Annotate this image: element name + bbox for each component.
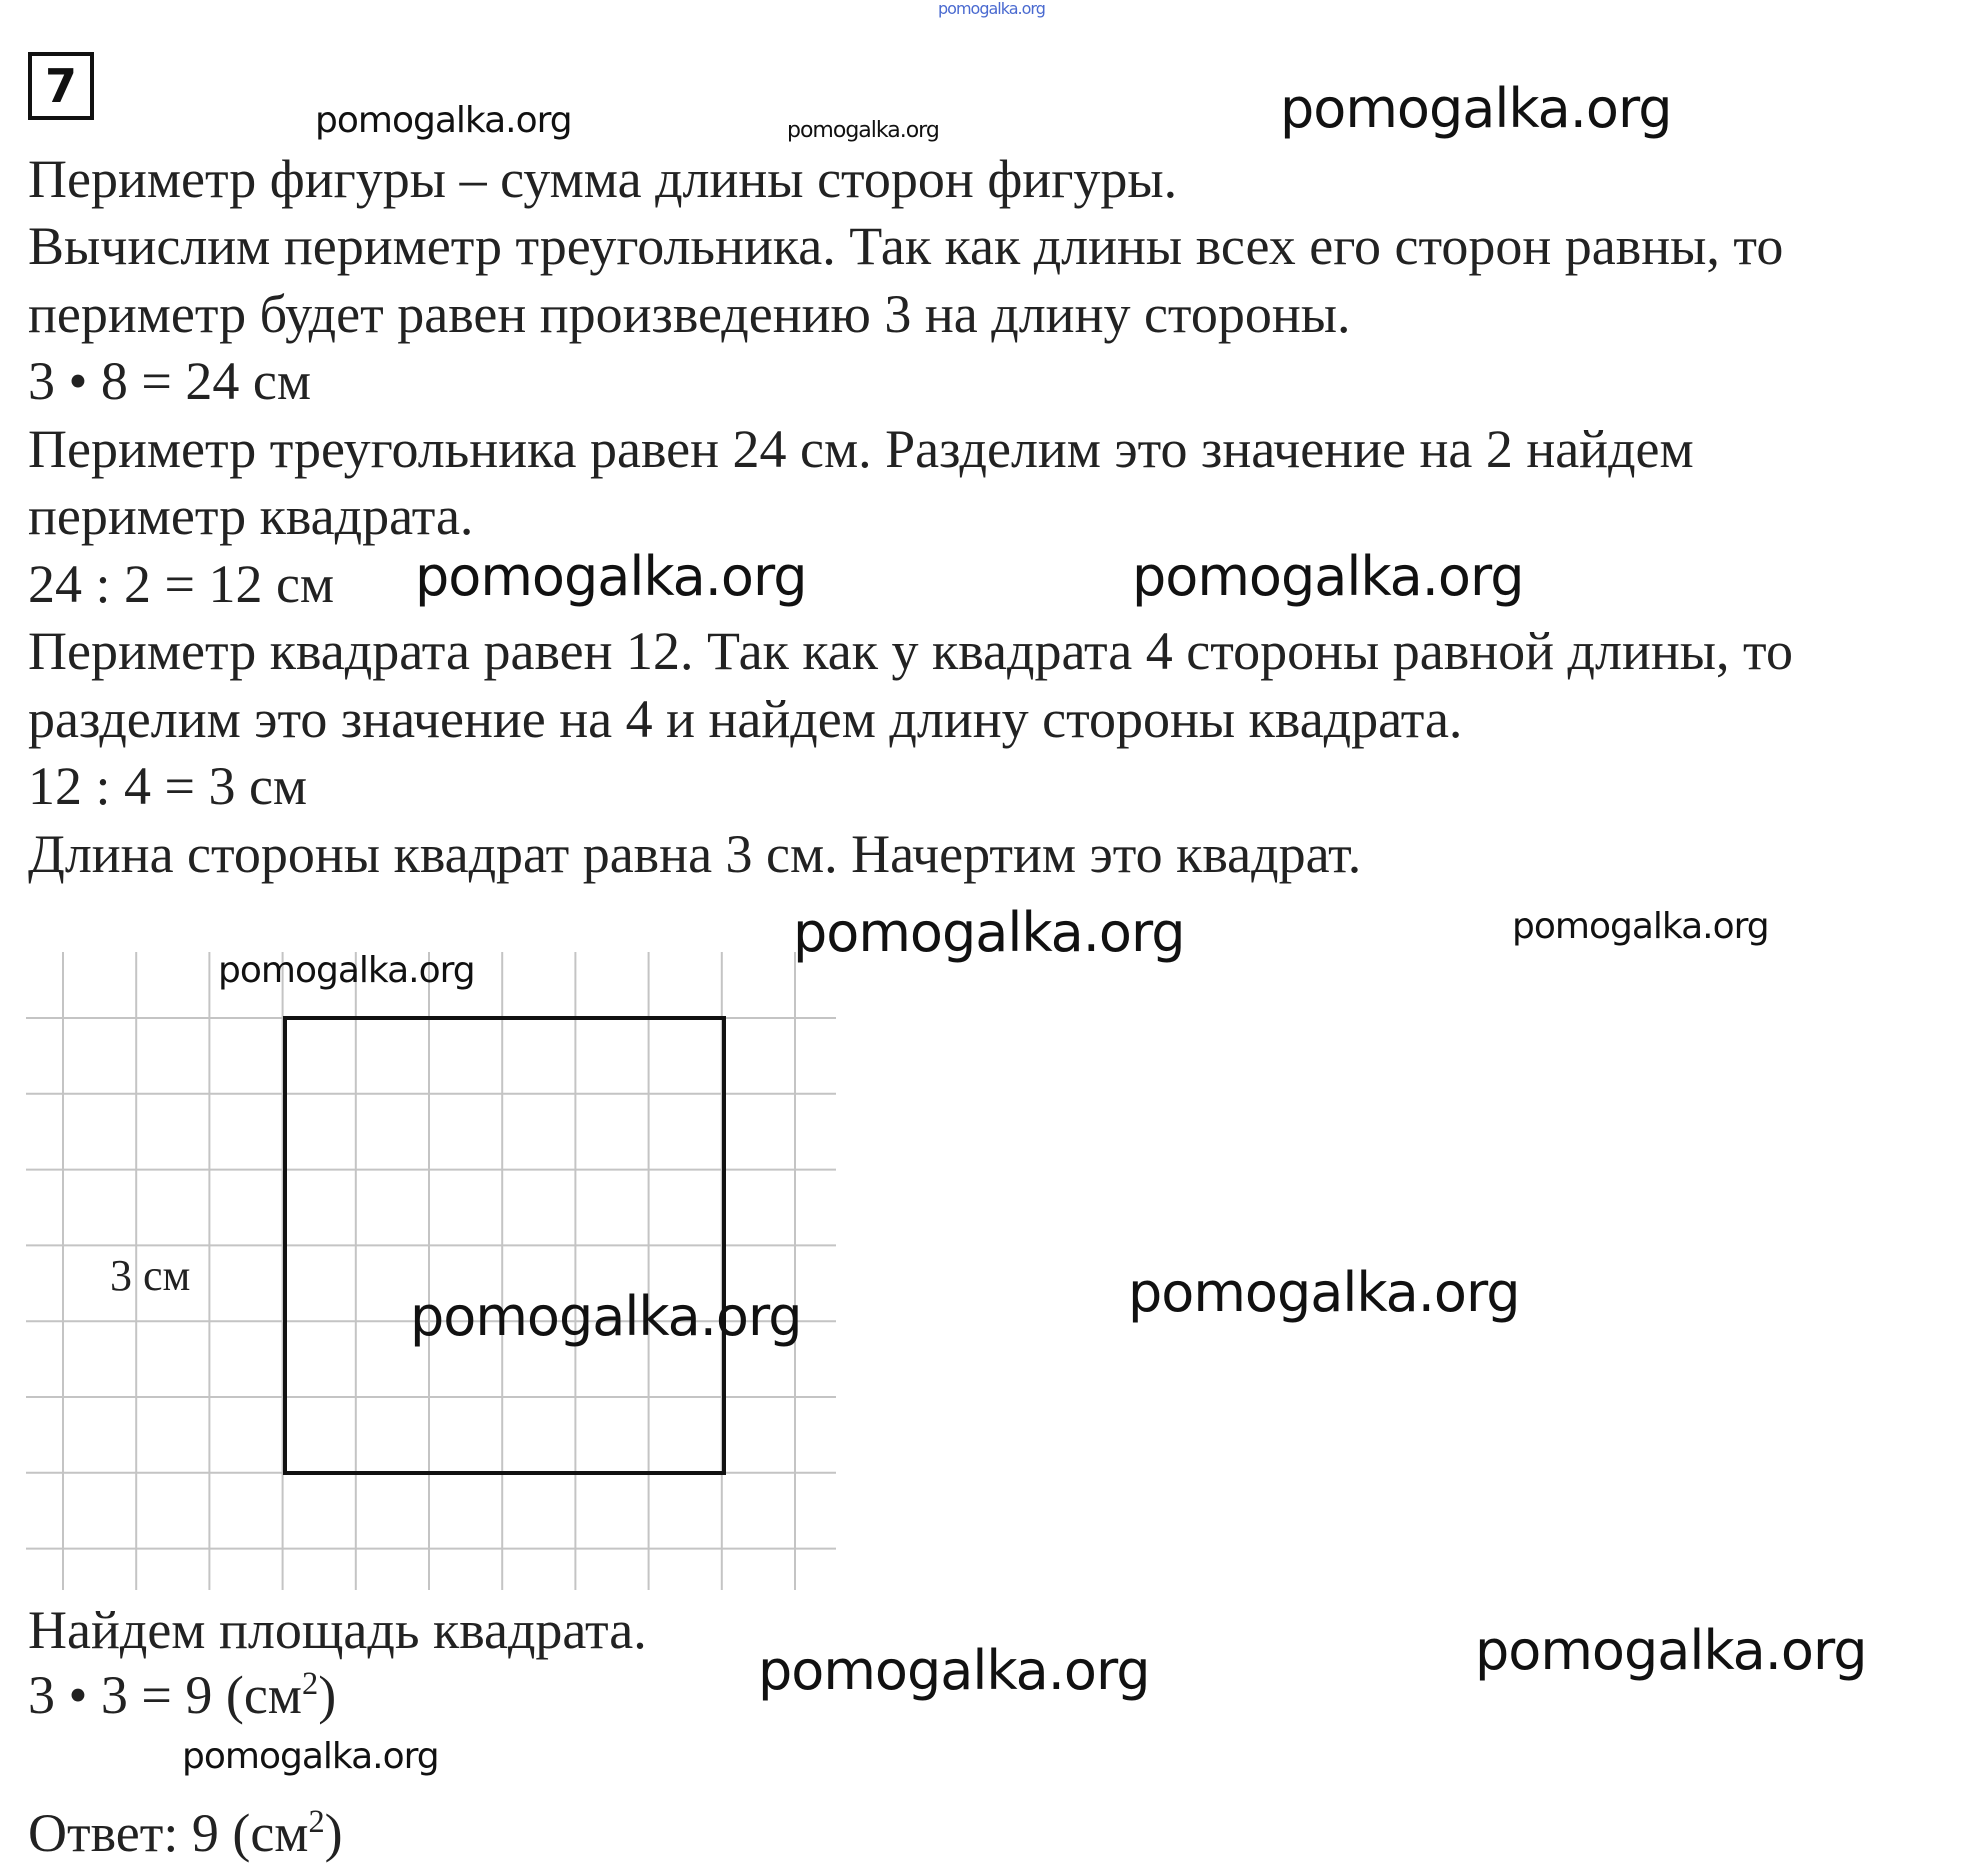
watermark: pomogalka.org [758, 1639, 1150, 1702]
formula-line: 24 : 2 = 12 см [28, 554, 335, 614]
side-label: 3 см [110, 1251, 191, 1300]
formula-text: 3 • 3 = 9 (см [28, 1665, 302, 1725]
task-number: 7 [28, 52, 94, 120]
watermark: pomogalka.org [1512, 906, 1769, 947]
watermark: pomogalka.org [1132, 545, 1524, 608]
text-line: периметр будет равен произведению 3 на длину стороны. [28, 284, 1351, 344]
text-line: Периметр квадрата равен 12. Так как у квадрата 4 стороны равной длины, то [28, 621, 1793, 681]
watermark: pomogalka.org [410, 1285, 802, 1348]
formula-end: ) [318, 1665, 337, 1725]
formula-line: 3 • 8 = 24 см [28, 351, 311, 411]
watermark: pomogalka.org [938, 0, 1045, 18]
watermark: pomogalka.org [793, 901, 1185, 964]
watermark: pomogalka.org [1475, 1619, 1867, 1682]
answer-text: Ответ: 9 (см [28, 1803, 309, 1863]
watermark: pomogalka.org [315, 100, 572, 141]
text-line: Периметр фигуры – сумма длины сторон фигуры. [28, 149, 1178, 209]
area-formula [28, 1662, 336, 1729]
text-line: Периметр треугольника равен 24 см. Разделим это значение на 2 найдем [28, 419, 1694, 479]
watermark: pomogalka.org [182, 1736, 439, 1777]
text-line: Вычислим периметр треугольника. Так как длины всех его сторон равны, то [28, 216, 1784, 276]
area-heading: Найдем площадь квадрата. [28, 1600, 647, 1660]
watermark: pomogalka.org [415, 545, 807, 608]
answer-end: ) [324, 1803, 343, 1863]
exponent: 2 [308, 1804, 325, 1840]
text-line: периметр квадрата. [28, 486, 474, 546]
watermark: pomogalka.org [787, 118, 939, 143]
formula-line: 12 : 4 = 3 см [28, 756, 308, 816]
exponent: 2 [301, 1666, 319, 1702]
watermark: pomogalka.org [1280, 77, 1672, 140]
answer [28, 1800, 343, 1867]
watermark: pomogalka.org [1128, 1261, 1520, 1324]
text-line: разделим это значение на 4 и найдем длину стороны квадрата. [28, 689, 1463, 749]
watermark: pomogalka.org [218, 950, 475, 991]
text-line: Длина стороны квадрат равна 3 см. Начертим это квадрат. [28, 824, 1362, 884]
